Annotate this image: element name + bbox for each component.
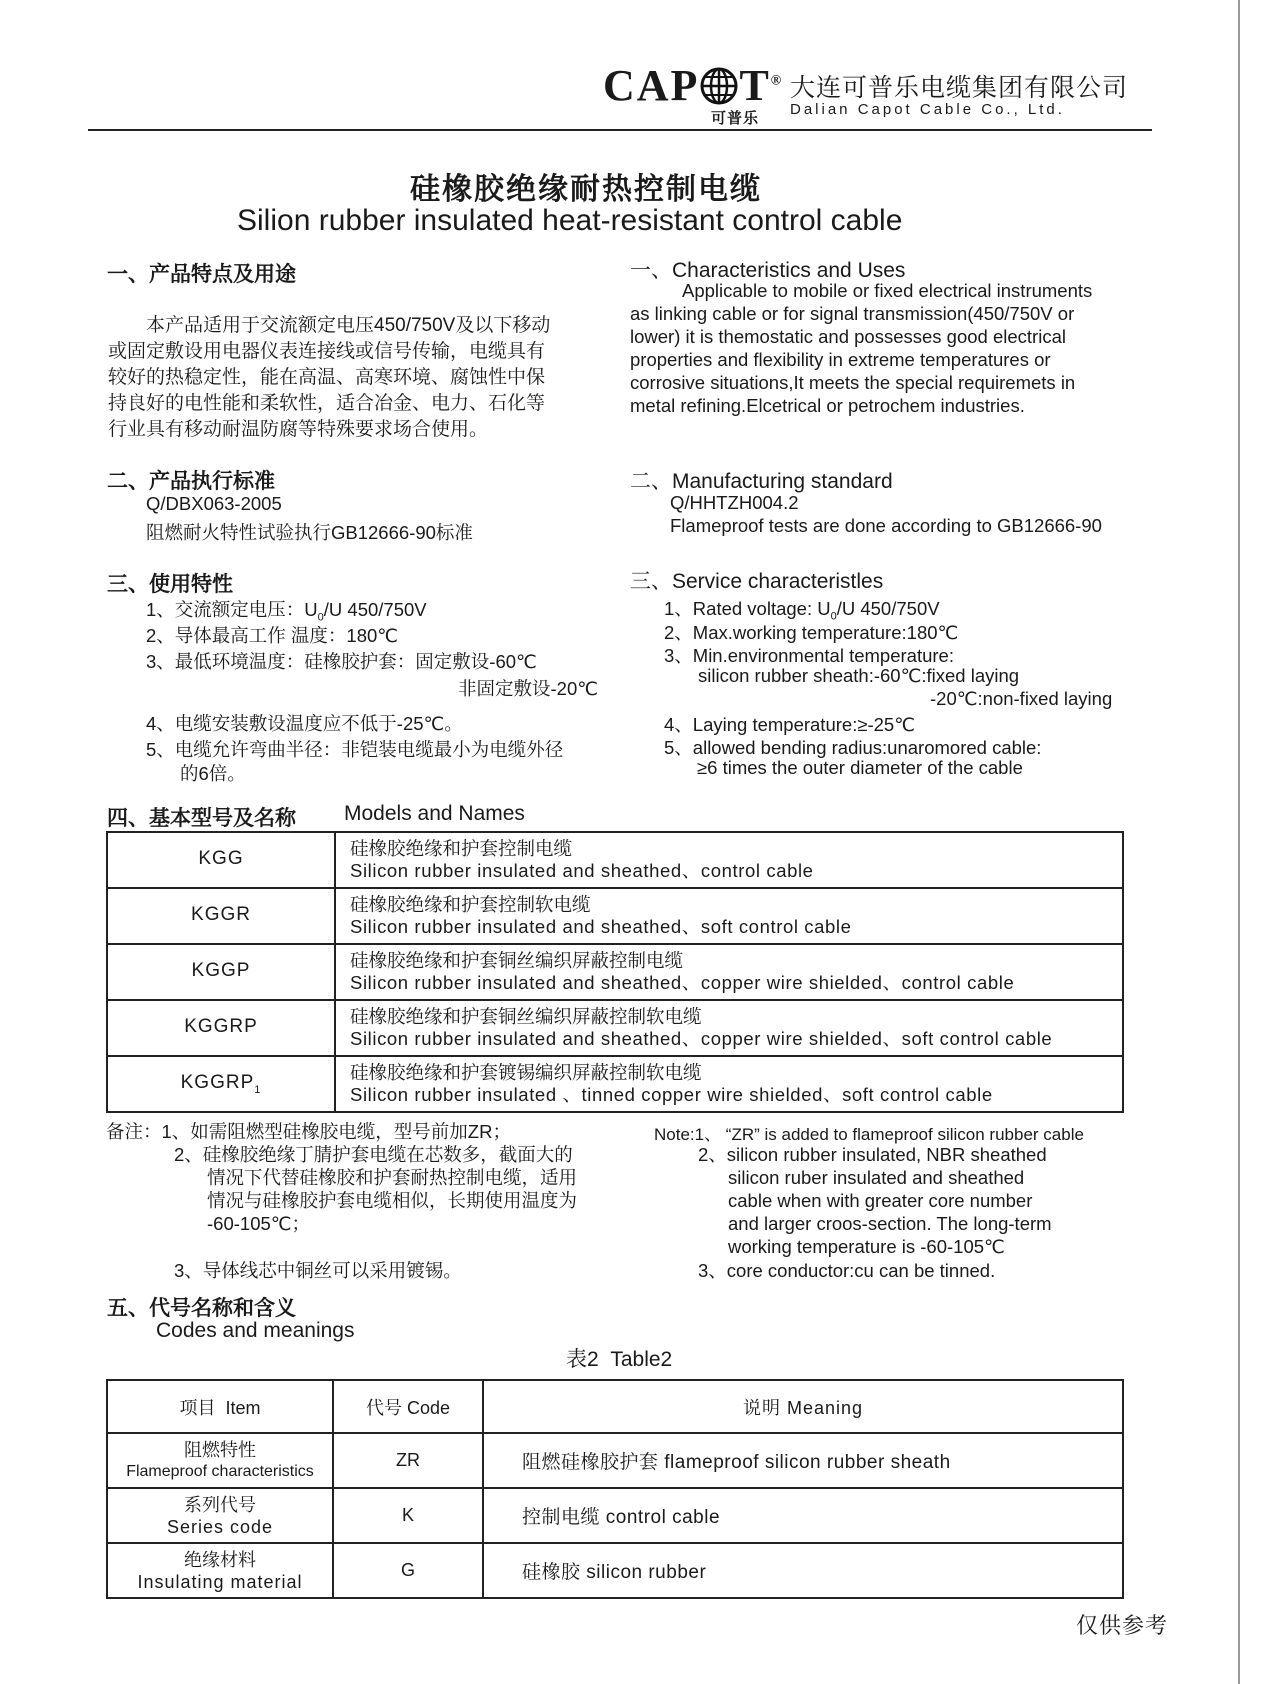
section1-en-line: lower) it is themostatic and possesses good electrical (630, 326, 1066, 347)
table-row (107, 888, 1123, 944)
meaning-cell: 阻燃硅橡胶护套 flameproof silicon rubber sheath (483, 1433, 1123, 1488)
item-en: Insulating material (137, 1571, 303, 1592)
note2-en-line: silicon ruber insulated and sheathed (728, 1167, 1025, 1188)
company-name-en: Dalian Capot Cable Co., Ltd. (790, 101, 1065, 118)
item-cell (107, 1433, 333, 1488)
logo-right-text: T (739, 61, 771, 110)
model-desc (335, 1000, 1123, 1056)
model-desc-en: Silicon rubber insulated 、tinned copper wire shielded、soft control cable (350, 1084, 993, 1105)
note2-cn-line: 情况下代替硅橡胶和护套耐热控制电缆，适用 (207, 1167, 578, 1188)
item-cell (107, 1543, 333, 1598)
table-row (107, 944, 1123, 1000)
section3-item1-cn-sub: 0 (317, 611, 324, 624)
section2-standard-cn: Q/DBX063-2005 (146, 493, 282, 514)
model-desc-en: Silicon rubber insulated and sheathed、copper wire shielded、soft control cable (350, 1028, 1053, 1049)
item-cell (107, 1488, 333, 1543)
model-code-text: KGGR (191, 904, 251, 926)
code-cell: G (333, 1543, 483, 1598)
company-name-cn: 大连可普乐电缆集团有限公司 (790, 74, 1129, 102)
column-header-item: 项目 Item (107, 1380, 333, 1433)
model-desc-en: Silicon rubber insulated and sheathed、soft control cable (350, 916, 852, 937)
section2-flameproof-en: Flameproof tests are done according to GB12666-90 (670, 515, 1102, 536)
note1-en: Note:1、 “ZR” is added to flameproof silicon rubber cable (654, 1125, 1084, 1144)
section3-item3-cn-b: 非固定敷设-20℃ (458, 678, 599, 699)
code-cell: K (333, 1488, 483, 1543)
model-desc-cn: 硅橡胶绝缘和护套控制电缆 (350, 838, 573, 859)
note2-en-line: 2、silicon rubber insulated, NBR sheathed (698, 1144, 1047, 1165)
model-code (107, 944, 335, 1000)
section1-en-line: properties and flexibility in extreme temperatures or (630, 349, 1051, 370)
section2-heading-cn: 二、产品执行标准 (107, 470, 275, 493)
section3-item5-en: 5、allowed bending radius:unaromored cable: (664, 737, 1042, 758)
note1-cn: 备注：1、如需阻燃型硅橡胶电缆，型号前加ZR； (106, 1121, 511, 1142)
note2-en-line: working temperature is -60-105℃ (728, 1236, 1005, 1257)
model-desc-cn: 硅橡胶绝缘和护套控制软电缆 (350, 894, 591, 915)
code-cell: ZR (333, 1433, 483, 1488)
table-row (107, 1056, 1123, 1112)
header-rule (88, 129, 1152, 131)
registered-mark: ® (770, 73, 784, 89)
section3-item5-cn: 5、电缆允许弯曲半径：非铠装电缆最小为电缆外径 (146, 739, 564, 760)
table2-caption: 表2 Table2 (566, 1348, 673, 1371)
table-row (107, 1543, 1123, 1598)
section1-body-cn (108, 313, 550, 443)
section1-cn-line: 本产品适用于交流额定电压450/750V及以下移动 (146, 315, 551, 336)
section1-cn-line: 行业具有移动耐温防腐等特殊要求场合使用。 (108, 419, 489, 440)
model-code (107, 832, 335, 888)
note3-cn: 3、导体线芯中铜丝可以采用镀锡。 (174, 1260, 462, 1281)
section3-item4-en: 4、Laying temperature:≥-25℃ (664, 714, 915, 735)
section1-body-en (630, 279, 1092, 417)
model-desc (335, 1056, 1123, 1112)
models-table (106, 831, 1124, 1113)
note2-en-line: cable when with greater core number (728, 1190, 1033, 1211)
model-code-text: KGGRP (184, 1016, 258, 1038)
title-cn: 硅橡胶绝缘耐热控制电缆 (410, 173, 762, 206)
section3-item5-cn-b: 的6倍。 (180, 763, 246, 784)
section3-heading-en: 三、Service characteristles (630, 570, 884, 593)
capot-logo (603, 60, 783, 111)
section1-en-line: as linking cable or for signal transmission(450/750V or (630, 303, 1075, 324)
section5-heading-cn: 五、代号名称和含义 (107, 1297, 296, 1320)
section1-cn-line: 持良好的电性能和柔软性，适合冶金、电力、石化等 (108, 393, 546, 414)
item-en: Flameproof characteristics (126, 1462, 314, 1480)
brand-cn: 可普乐 (711, 110, 760, 127)
meaning-cell: 控制电缆 control cable (483, 1488, 1123, 1543)
section3-item1-cn-a: 1、交流额定电压：U (146, 599, 318, 620)
for-reference-note: 仅供参考 (1076, 1613, 1169, 1638)
meaning-cell: 硅橡胶 silicon rubber (483, 1543, 1123, 1598)
model-desc (335, 832, 1123, 888)
table-row (107, 1433, 1123, 1488)
section3-item5-en-b: ≥6 times the outer diameter of the cable (697, 757, 1023, 778)
model-desc-en: Silicon rubber insulated and sheathed、copper wire shielded、control cable (350, 972, 1015, 993)
note2-cn (174, 1143, 577, 1235)
note2-cn-line: -60-105℃； (207, 1213, 311, 1234)
section3-item3-cn: 3、最低环境温度：硅橡胶护套：固定敷设-60℃ (146, 651, 537, 672)
section1-en-line: Applicable to mobile or fixed electrical instruments (682, 280, 1093, 301)
table-row (107, 1000, 1123, 1056)
section3-item4-cn: 4、电缆安装敷设温度应不低于-25℃。 (146, 713, 463, 734)
section4-heading-cn: 四、基本型号及名称 (107, 807, 296, 830)
page-edge-line (1238, 0, 1240, 1684)
model-code-text: KGG (198, 848, 244, 870)
section3-item1-cn-b: /U 450/750V (323, 599, 427, 620)
section3-item1-en-b: /U 450/750V (836, 598, 940, 619)
model-code (107, 888, 335, 944)
note2-cn-line: 情况与硅橡胶护套电缆相似，长期使用温度为 (207, 1190, 578, 1211)
item-cn: 系列代号 (184, 1494, 256, 1515)
section1-cn-line: 较好的热稳定性，能在高温、高寒环境、腐蚀性中保 (108, 367, 546, 388)
section3-item2-en: 2、Max.working temperature:180℃ (664, 622, 959, 643)
section1-cn-line: 或固定敷设用电器仪表连接线或信号传输，电缆具有 (108, 341, 546, 362)
section3-item2-cn: 2、导体最高工作 温度：180℃ (146, 625, 399, 646)
model-code (107, 1056, 335, 1112)
note2-en (698, 1143, 1052, 1258)
model-desc (335, 888, 1123, 944)
model-desc (335, 944, 1123, 1000)
section3-item1-en-a: 1、Rated voltage: U (664, 598, 831, 619)
model-code-sub: 1 (254, 1083, 262, 1096)
table-row (107, 832, 1123, 888)
section3-heading-cn: 三、使用特性 (107, 573, 233, 596)
item-cn: 绝缘材料 (184, 1549, 256, 1570)
codes-table (106, 1379, 1124, 1599)
globe-icon (699, 66, 739, 106)
model-desc-cn: 硅橡胶绝缘和护套镀锡编织屏蔽控制软电缆 (350, 1062, 702, 1083)
model-code-text: KGGRP (180, 1072, 255, 1094)
section1-en-line: metal refining.Elcetrical or petrochem industries. (630, 395, 1025, 416)
item-cn: 阻燃特性 (184, 1439, 256, 1460)
section3-item3-en-c: -20℃:non-fixed laying (930, 688, 1113, 709)
section2-flameproof-cn: 阻燃耐火特性试验执行GB12666-90标准 (146, 522, 473, 543)
section1-heading-en: 一、Characteristics and Uses (630, 259, 906, 282)
section3-item1-cn (146, 596, 427, 624)
section2-standard-en: Q/HHTZH004.2 (670, 492, 799, 513)
section3-item3-en: 3、Min.environmental temperature: (664, 645, 954, 666)
model-desc-cn: 硅橡胶绝缘和护套铜丝编织屏蔽控制软电缆 (350, 1006, 702, 1027)
section3-item1-en-sub: 0 (830, 610, 837, 623)
column-header-meaning: 说明 Meaning (483, 1380, 1123, 1433)
model-desc-cn: 硅橡胶绝缘和护套铜丝编织屏蔽控制电缆 (350, 950, 684, 971)
note3-en: 3、core conductor:cu can be tinned. (698, 1260, 996, 1281)
table-header-row (107, 1380, 1123, 1433)
model-code (107, 1000, 335, 1056)
model-desc-en: Silicon rubber insulated and sheathed、control cable (350, 860, 814, 881)
section3-item3-en-b: silicon rubber sheath:-60℃:fixed laying (698, 665, 1020, 686)
column-header-code: 代号 Code (333, 1380, 483, 1433)
section1-heading-cn: 一、产品特点及用途 (107, 263, 296, 286)
table-row (107, 1488, 1123, 1543)
model-code-text: KGGP (191, 960, 251, 982)
logo-left-text: CAP (603, 61, 700, 110)
title-en: Silion rubber insulated heat-resistant control cable (237, 204, 903, 237)
section2-heading-en: 二、Manufacturing standard (630, 470, 893, 493)
section1-en-line: corrosive situations,It meets the special requiremets in (630, 372, 1076, 393)
note2-en-line: and larger croos-section. The long-term (728, 1213, 1052, 1234)
section5-heading-en: Codes and meanings (156, 1319, 355, 1342)
item-en: Series code (166, 1516, 274, 1537)
note2-cn-line: 2、硅橡胶绝缘丁腈护套电缆在芯数多，截面大的 (174, 1144, 573, 1165)
section4-heading-en: Models and Names (344, 802, 525, 825)
